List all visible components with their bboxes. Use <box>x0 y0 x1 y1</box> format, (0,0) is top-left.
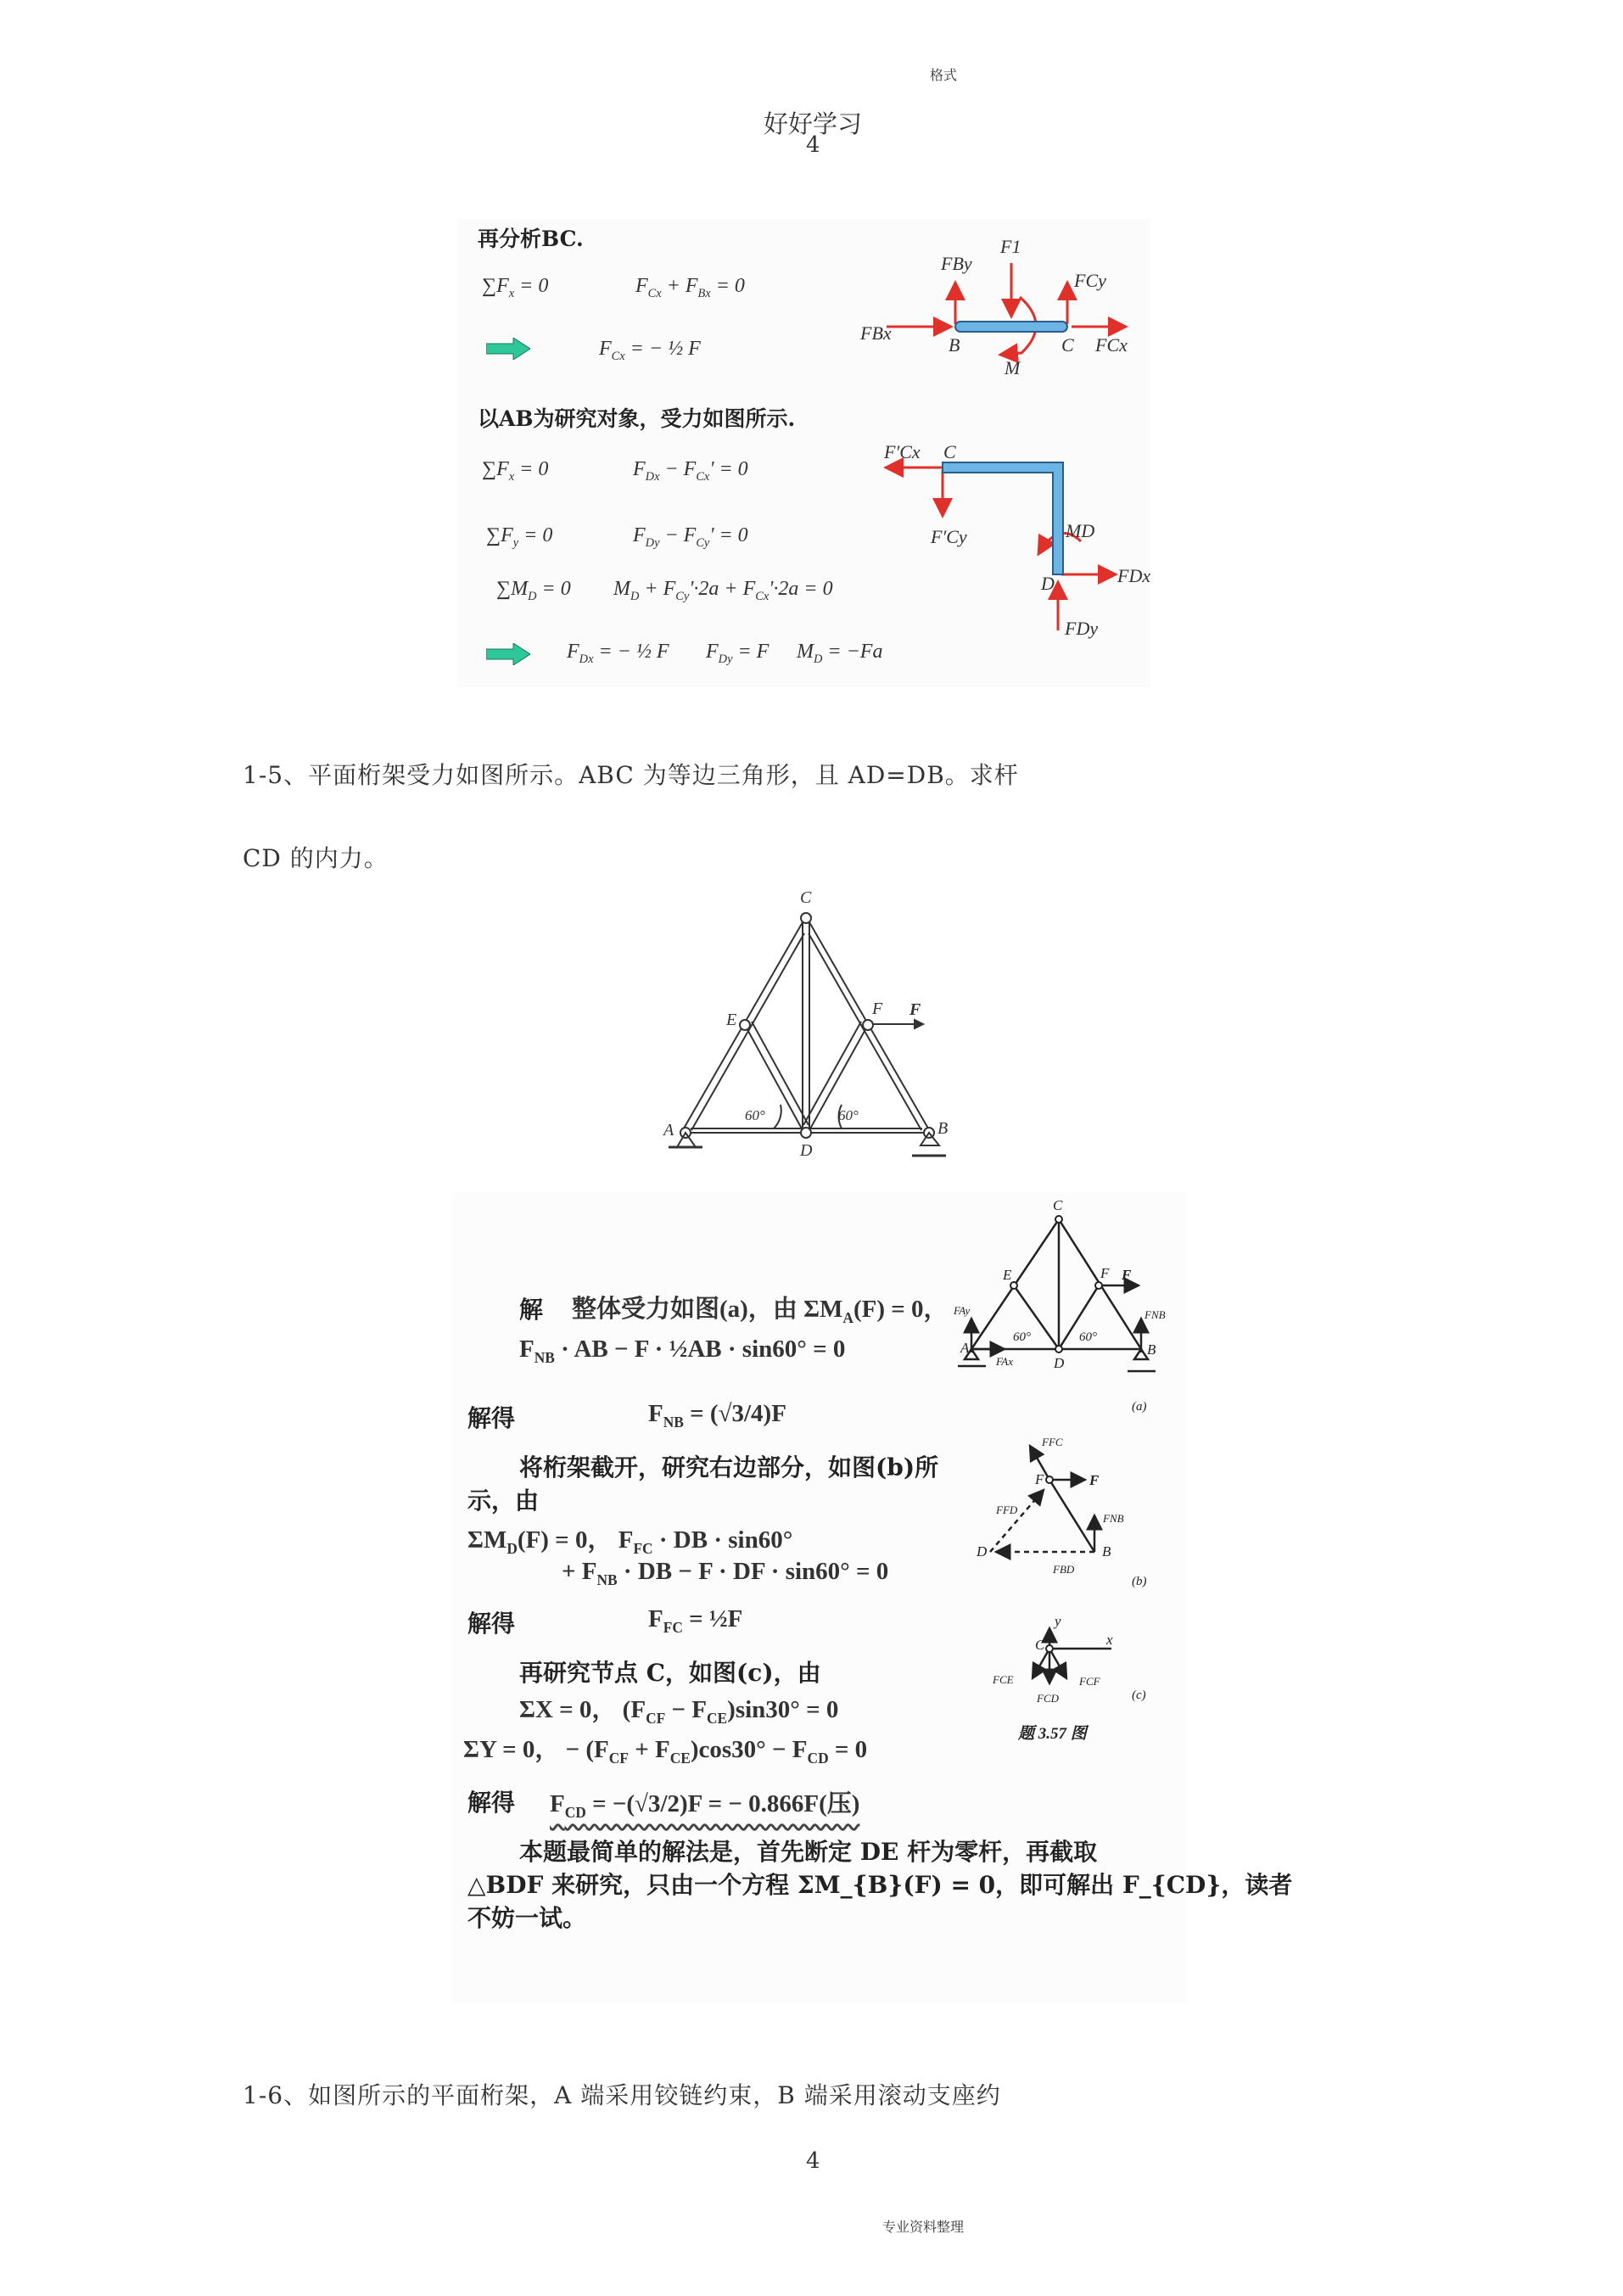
equation: $M_D + F_{Cy}'\cdot 2a + F_{Cx}'\cdot 2a = 0$ <box>613 578 833 603</box>
problem-1-5-line1: 1-5、平面桁架受力如图所示。ABC 为等边三角形，且 AD=DB。求杆 <box>243 761 1019 789</box>
label-b: B <box>949 334 960 356</box>
page-number-top: 4 <box>806 132 820 158</box>
solution-line: 不妨一试。 <box>467 1904 587 1932</box>
fig-b-caption: (b) <box>1132 1575 1147 1588</box>
fig-c-label-y: y <box>1055 1613 1061 1629</box>
result: $F_{Cx}$ = − ½ F <box>599 338 701 363</box>
label-fdx: FDx <box>1117 565 1150 586</box>
truss-label-e: E <box>726 1011 737 1029</box>
header-format-label: 格式 <box>930 67 958 83</box>
label-fcx: FCx <box>1095 334 1128 356</box>
truss-label-b: B <box>937 1119 949 1138</box>
truss-label-f: F <box>872 1000 883 1018</box>
equation-label: $\sum F_y = 0$ <box>486 524 553 550</box>
fig-a-force-f: F <box>1122 1267 1132 1283</box>
solution-image-bc-ab <box>457 219 1150 687</box>
fig-b-label-b: B <box>1102 1543 1111 1560</box>
footer-label: 专业资料整理 <box>882 2219 965 2235</box>
truss-diagram <box>653 882 959 1167</box>
solution-line: $F_{NB}$ · AB − F · ½AB · sin60° = 0 <box>519 1336 846 1366</box>
solution-line: + $F_{NB}$ · DB − F · DF · sin60° = 0 <box>562 1558 889 1588</box>
solution-line: 示，由 <box>467 1487 540 1515</box>
solution-image-truss <box>453 1191 1293 2002</box>
result: $F_{Dx}$ = − ½ F <box>567 641 669 666</box>
fig-a-label-c: C <box>1053 1197 1063 1213</box>
equation-label: $\sum F_x = 0$ <box>482 458 549 484</box>
fig-c-fcd: FCD <box>1037 1692 1059 1705</box>
truss-force-f: F <box>909 1000 921 1019</box>
label-c2: C <box>943 441 956 462</box>
fig-c-fce: FCE <box>993 1673 1014 1686</box>
fig-a-fax: FAx <box>996 1355 1013 1368</box>
solution-line: 将桁架截开，研究右边部分，如图(b)所 <box>519 1453 939 1481</box>
label-m: M <box>1005 357 1021 378</box>
fig-a-label-e: E <box>1003 1267 1012 1283</box>
fig-a-fay: FAy <box>954 1304 971 1317</box>
fig-a-caption: (a) <box>1132 1400 1147 1414</box>
solution-line: 本题最简单的解法是，首先断定 DE 杆为零杆，再截取 <box>519 1838 1098 1866</box>
truss-label-d: D <box>800 1141 813 1160</box>
equation-label: $\sum M_D = 0$ <box>496 578 571 603</box>
equation: $F_{Dy} - F_{Cy}' = 0$ <box>633 524 748 550</box>
fig-a-label-d: D <box>1054 1355 1065 1371</box>
fig-c-label-x: x <box>1106 1632 1113 1648</box>
page-number-bottom: 4 <box>806 2148 820 2174</box>
truss-solution-diagrams <box>453 1191 1187 2002</box>
fig-a-angle-left: 60° <box>1013 1330 1031 1344</box>
fig-a-label-a: A <box>960 1340 970 1356</box>
solution-label: 解得 <box>467 1789 516 1817</box>
result: $F_{Dy} = F$ <box>706 641 770 666</box>
problem-1-5-line2: CD 的内力。 <box>243 844 389 872</box>
solution-line: $\Sigma M_D(F) = 0$， $F_{FC}$ · DB · sin60° <box>467 1526 793 1557</box>
fig-b-fbd: FBD <box>1053 1563 1075 1576</box>
solution-line: ΣY = 0， − $(F_{CF} + F_{CE})\cos 30^\circ - F_{CD} = 0$ <box>463 1736 868 1767</box>
fig-c-label-c: C <box>1035 1637 1045 1653</box>
fig-b-ffc: FFC <box>1042 1436 1063 1448</box>
solution-line: $F_{FC}$ = ½F <box>648 1605 743 1636</box>
label-fcy: FCy <box>1074 270 1106 291</box>
fig-b-label-f: F <box>1035 1471 1044 1487</box>
result: $M_D = -Fa$ <box>797 641 883 666</box>
fig-b-label-d: D <box>977 1543 988 1560</box>
figure-caption: 题 3.57 图 <box>1018 1725 1087 1743</box>
label-fcy-prime: F′Cy <box>931 526 967 547</box>
fig-a-label-f: F <box>1100 1265 1110 1281</box>
problem-1-6-line1: 1-6、如图所示的平面桁架，A 端采用铰链约束，B 端采用滚动支座约 <box>243 2081 1001 2109</box>
truss-angle-right: 60° <box>838 1107 859 1123</box>
solution-line: ΣX = 0， $(F_{CF} - F_{CE})\sin 30^\circ = 0$ <box>519 1696 839 1727</box>
fig-b-ffd: FFD <box>996 1504 1018 1516</box>
solution-label: 解得 <box>467 1610 516 1638</box>
equation: $F_{Dx} - F_{Cx}' = 0$ <box>633 458 748 484</box>
solution-line: 整体受力如图(a)，由 $\Sigma M_A(F) = 0$， <box>572 1296 949 1326</box>
solution-label: 解 <box>519 1296 544 1324</box>
label-fbx: FBx <box>860 322 892 344</box>
heading-analyze-ab: 以AB为研究对象，受力如图所示. <box>478 406 796 431</box>
solution-label: 解得 <box>467 1404 516 1432</box>
label-c: C <box>1061 334 1074 356</box>
solution-line: 再研究节点 C，如图(c)，由 <box>519 1659 821 1687</box>
fig-a-label-b: B <box>1147 1341 1156 1358</box>
page-header-title: 好好学习 <box>764 109 863 138</box>
truss-angle-left: 60° <box>745 1107 765 1123</box>
truss-label-c: C <box>800 888 812 907</box>
fig-b-fnb: FNB <box>1103 1512 1124 1525</box>
label-fby: FBy <box>941 253 972 274</box>
heading-analyze-bc: 再分析BC. <box>478 227 584 251</box>
fig-b-force-f: F <box>1089 1472 1100 1488</box>
label-d: D <box>1041 573 1055 594</box>
solution-line: $F_{NB} = (√3/4)F$ <box>648 1400 786 1431</box>
fig-c-caption: (c) <box>1132 1688 1146 1702</box>
label-md: MD <box>1066 520 1095 541</box>
solution-line: △BDF 来研究，只由一个方程 ΣM_{B}(F) = 0，即可解出 F_{CD}，读者 <box>467 1871 1293 1899</box>
truss-label-a: A <box>663 1121 674 1140</box>
label-fcx-prime: F′Cx <box>884 441 921 462</box>
equation: $F_{Cx} + F_{Bx} = 0$ <box>635 275 745 300</box>
equation-label: $\sum F_x = 0$ <box>482 275 549 300</box>
final-answer: $F_{CD} = -(√3/2)F$ = − 0.866F(压) <box>550 1790 860 1821</box>
free-body-diagrams <box>457 219 1150 687</box>
fig-c-fcf: FCF <box>1079 1675 1100 1688</box>
fig-a-angle-right: 60° <box>1079 1330 1097 1344</box>
label-fdy: FDy <box>1065 618 1099 639</box>
fig-a-fnb: FNB <box>1144 1308 1166 1321</box>
label-f1: F1 <box>1000 236 1021 257</box>
